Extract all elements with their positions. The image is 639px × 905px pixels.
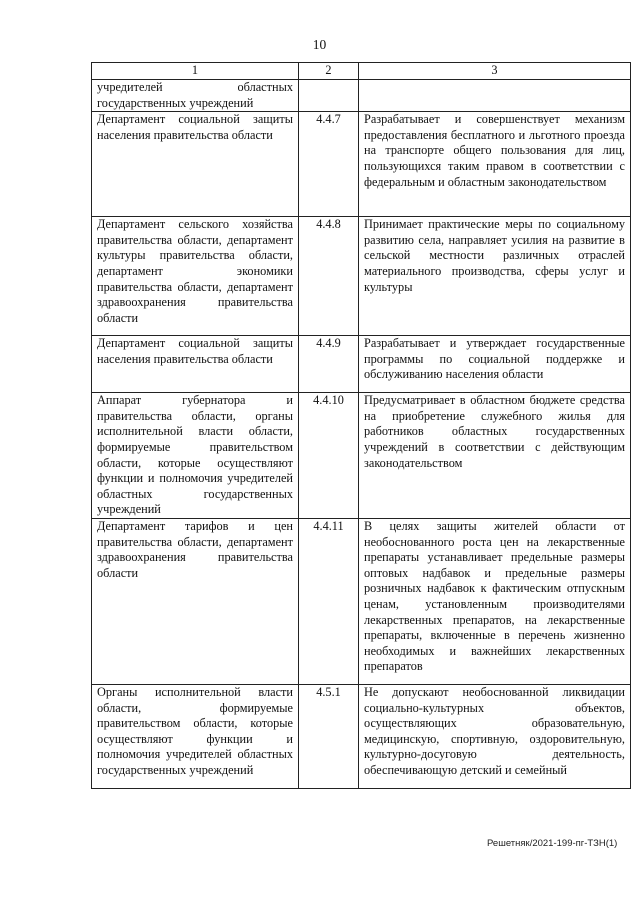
measure-cell: Предусматривает в областном бюджете средства на приобретение служебного жилья для работников областных государственных учреждений в соответствии с действующим законодательством — [359, 393, 631, 519]
responsible-cell: учредителей областных государственных учреждений — [92, 80, 299, 112]
measure-cell: Не допускают необоснованной ликвидации социально-культурных объектов, осуществляющих образовательную, медицинскую, спортивную, оздоровительную, культурно-досуговую деятельность, обеспечивающую детский и семейный — [359, 684, 631, 788]
measure-cell: Разрабатывает и совершенствует механизм предоставления бесплатного и льготного проезда на транспорте общего пользования для лиц, пользующихся таким правом в соответствии с федеральным и областным законодательством — [359, 112, 631, 217]
responsible-cell: Департамент социальной защиты населения правительства области — [92, 112, 299, 217]
responsible-cell: Аппарат губернатора и правительства области, органы исполнительной власти области, формируемые правительством области, которые осуществляют функции и полномочия учредителей областных государственных учреждений — [92, 393, 299, 519]
item-number-cell: 4.4.11 — [299, 518, 359, 684]
measure-cell: Принимает практические меры по социальному развитию села, направляет усилия на развитие в сельской местности различных отраслей материального производства, сферы услуг и культуры — [359, 217, 631, 336]
table-row — [92, 518, 631, 684]
document-table — [91, 62, 631, 789]
header-col-1: 1 — [92, 63, 299, 80]
responsible-cell: Органы исполнительной власти области, формируемые правительством области, которые осуществляют функции и полномочия учредителей областных государственных учреждений — [92, 684, 299, 788]
table-row — [92, 217, 631, 336]
table-row — [92, 393, 631, 519]
header-col-2: 2 — [299, 63, 359, 80]
item-number-cell — [299, 80, 359, 112]
table-header-row — [92, 63, 631, 80]
item-number-cell: 4.4.7 — [299, 112, 359, 217]
table-row — [92, 684, 631, 788]
item-number-cell: 4.4.10 — [299, 393, 359, 519]
responsible-cell: Департамент тарифов и цен правительства области, департамент здравоохранения правительства области — [92, 518, 299, 684]
table-row — [92, 112, 631, 217]
page-number: 10 — [312, 37, 327, 52]
item-number-cell: 4.4.8 — [299, 217, 359, 336]
document-reference-code: Решетняк/2021-199-пг-ТЗН(1) — [487, 838, 618, 849]
item-number-cell: 4.5.1 — [299, 684, 359, 788]
measure-cell — [359, 80, 631, 112]
measure-cell: Разрабатывает и утверждает государственные программы по социальной поддержке и обслуживанию населения области — [359, 336, 631, 393]
responsible-cell: Департамент социальной защиты населения правительства области — [92, 336, 299, 393]
header-col-3: 3 — [359, 63, 631, 80]
measure-cell: В целях защиты жителей области от необоснованного роста цен на лекарственные препараты устанавливает предельные размеры оптовых надбавок и предельные размеры розничных надбавок к фактическим отпускным ценам, установленным производителями лекарственных препаратов, на лекарственные препараты, включенные в перечень жизненно необходимых и важнейших лекарственных препаратов — [359, 518, 631, 684]
table-row — [92, 336, 631, 393]
item-number-cell: 4.4.9 — [299, 336, 359, 393]
responsible-cell: Департамент сельского хозяйства правительства области, департамент культуры правительства области, департамент экономики правительства области, департамент здравоохранения правительства области — [92, 217, 299, 336]
table-row — [92, 80, 631, 112]
